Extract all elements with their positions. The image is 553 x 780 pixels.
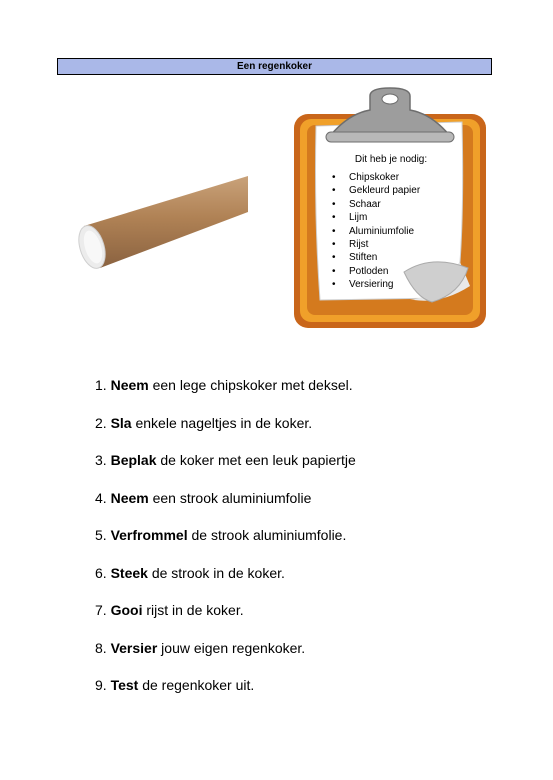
list-item: • Chipskoker — [322, 171, 442, 184]
step-item: 1. Neem een lege chipskoker met deksel. — [95, 377, 353, 393]
step-item: 9. Test de regenkoker uit. — [95, 677, 255, 693]
list-item: • Potloden — [322, 265, 442, 278]
list-item: • Lijm — [322, 211, 442, 224]
document-title: Een regenkoker — [57, 58, 492, 75]
list-item: • Rijst — [322, 238, 442, 251]
list-item: • Gekleurd papier — [322, 184, 442, 197]
step-item: 8. Versier jouw eigen regenkoker. — [95, 639, 306, 656]
step-item: 3. Beplak de koker met een leuk papiertje — [95, 452, 356, 468]
step-item: 2. Sla enkele nageltjes in de koker. — [95, 414, 313, 431]
instruction-steps — [95, 376, 356, 714]
materials-heading: Dit heb je nodig: — [354, 154, 428, 165]
step-item: 6. Steek de strook in de koker. — [95, 564, 285, 581]
step-item: 7. Gooi rijst in de koker. — [95, 602, 244, 618]
list-item: • Aluminiumfolie — [322, 225, 442, 238]
cardboard-tube-image — [72, 168, 252, 278]
step-item: 5. Verfrommel de strook aluminiumfolie. — [95, 527, 347, 543]
materials-list — [322, 154, 442, 292]
step-item: 4. Neem een strook aluminiumfolie — [95, 489, 312, 506]
list-item: • Versiering — [322, 278, 442, 291]
list-item: • Schaar — [322, 198, 442, 211]
list-item: • Stiften — [322, 251, 442, 264]
